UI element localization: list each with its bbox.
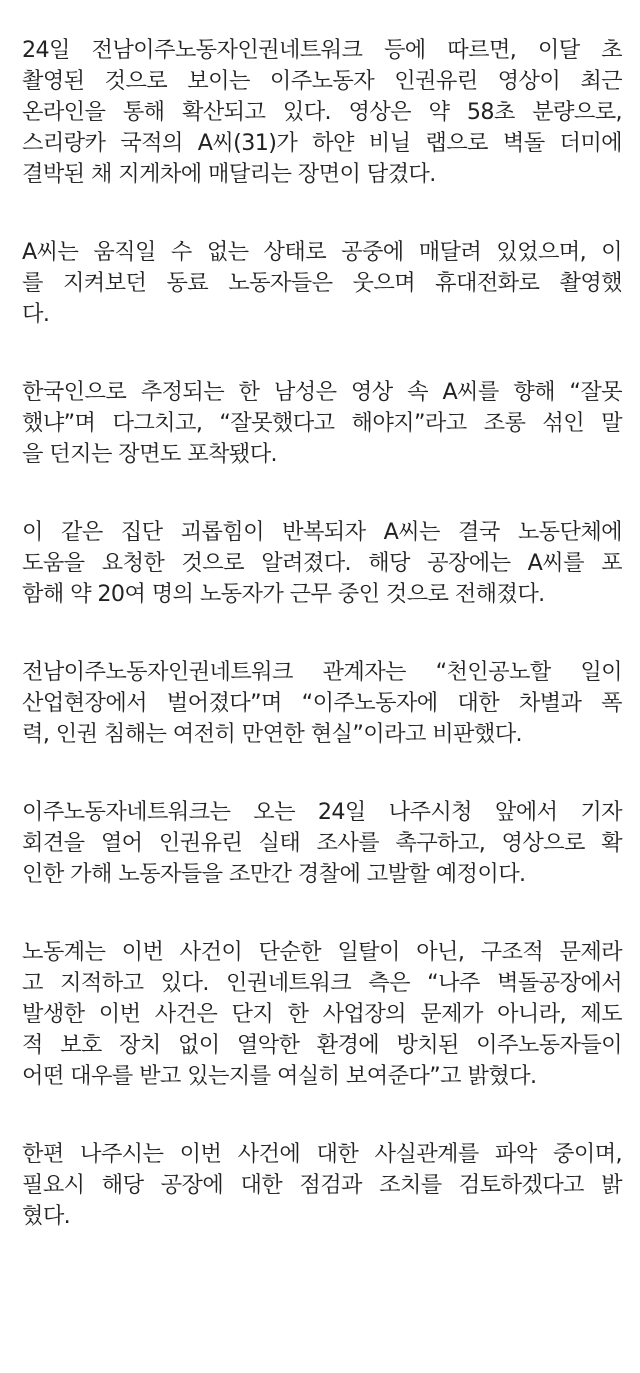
article-paragraph-7	[22, 937, 622, 1092]
article-paragraph-1	[22, 35, 622, 190]
text-line: 온라인을 통해 확산되고 있다. 영상은 약 58초 분량으로,	[22, 99, 622, 125]
text-line: 고 지적하고 있다. 인권네트워크 측은 “나주 벽돌공장에서	[22, 970, 622, 996]
text-line: 전남이주노동자인권네트워크 관계자는 “천인공노할 일이	[22, 659, 622, 685]
text-line: 어떤 대우를 받고 있는지를 여실히 보여준다”고 밝혔다.	[22, 1063, 537, 1089]
text-line: 산업현장에서 벌어졌다”며 “이주노동자에 대한 차별과 폭	[22, 690, 622, 716]
article-paragraph-8	[22, 1139, 622, 1232]
text-line: 한국인으로 추정되는 한 남성은 영상 속 A씨를 향해 “잘못	[22, 379, 622, 405]
text-line: 스리랑카 국적의 A씨(31)가 하얀 비닐 랩으로 벽돌 더미에	[22, 130, 622, 156]
article-paragraph-3	[22, 377, 622, 470]
text-line: 회견을 열어 인권유린 실태 조사를 촉구하고, 영상으로 확	[22, 830, 622, 856]
text-line: 력, 인권 침해는 여전히 만연한 현실”이라고 비판했다.	[22, 721, 523, 747]
article-paragraph-5	[22, 657, 622, 750]
text-line: A씨는 움직일 수 없는 상태로 공중에 매달려 있었으며, 이	[22, 239, 622, 265]
text-line: 발생한 이번 사건은 단지 한 사업장의 문제가 아니라, 제도	[22, 1001, 622, 1027]
text-line: 혔다.	[22, 1203, 71, 1229]
text-line: 함해 약 20여 명의 노동자가 근무 중인 것으로 전해졌다.	[22, 581, 545, 607]
text-line: 도움을 요청한 것으로 알려졌다. 해당 공장에는 A씨를 포	[22, 550, 622, 576]
text-line: 적 보호 장치 없이 열악한 환경에 방치된 이주노동자들이	[22, 1032, 622, 1058]
article-body	[22, 35, 622, 1279]
text-line: 촬영된 것으로 보이는 이주노동자 인권유린 영상이 최근	[22, 68, 622, 94]
text-line: 한편 나주시는 이번 사건에 대한 사실관계를 파악 중이며,	[22, 1141, 622, 1167]
text-line: 이주노동자네트워크는 오는 24일 나주시청 앞에서 기자	[22, 799, 622, 825]
text-line: 다.	[22, 301, 50, 327]
text-line: 을 던지는 장면도 포착됐다.	[22, 441, 277, 467]
text-line: 를 지켜보던 동료 노동자들은 웃으며 휴대전화로 촬영했	[22, 270, 622, 296]
text-line: 결박된 채 지게차에 매달리는 장면이 담겼다.	[22, 161, 436, 187]
text-line: 24일 전남이주노동자인권네트워크 등에 따르면, 이달 초	[22, 37, 622, 63]
text-line: 노동계는 이번 사건이 단순한 일탈이 아닌, 구조적 문제라	[22, 939, 622, 965]
text-line: 했냐”며 다그치고, “잘못했다고 해야지”라고 조롱 섞인 말	[22, 410, 622, 436]
article-paragraph-6	[22, 797, 622, 890]
article-paragraph-2	[22, 237, 622, 330]
text-line: 필요시 해당 공장에 대한 점검과 조치를 검토하겠다고 밝	[22, 1172, 622, 1198]
text-line: 인한 가해 노동자들을 조만간 경찰에 고발할 예정이다.	[22, 861, 526, 887]
article-paragraph-4	[22, 517, 622, 610]
text-line: 이 같은 집단 괴롭힘이 반복되자 A씨는 결국 노동단체에	[22, 519, 622, 545]
